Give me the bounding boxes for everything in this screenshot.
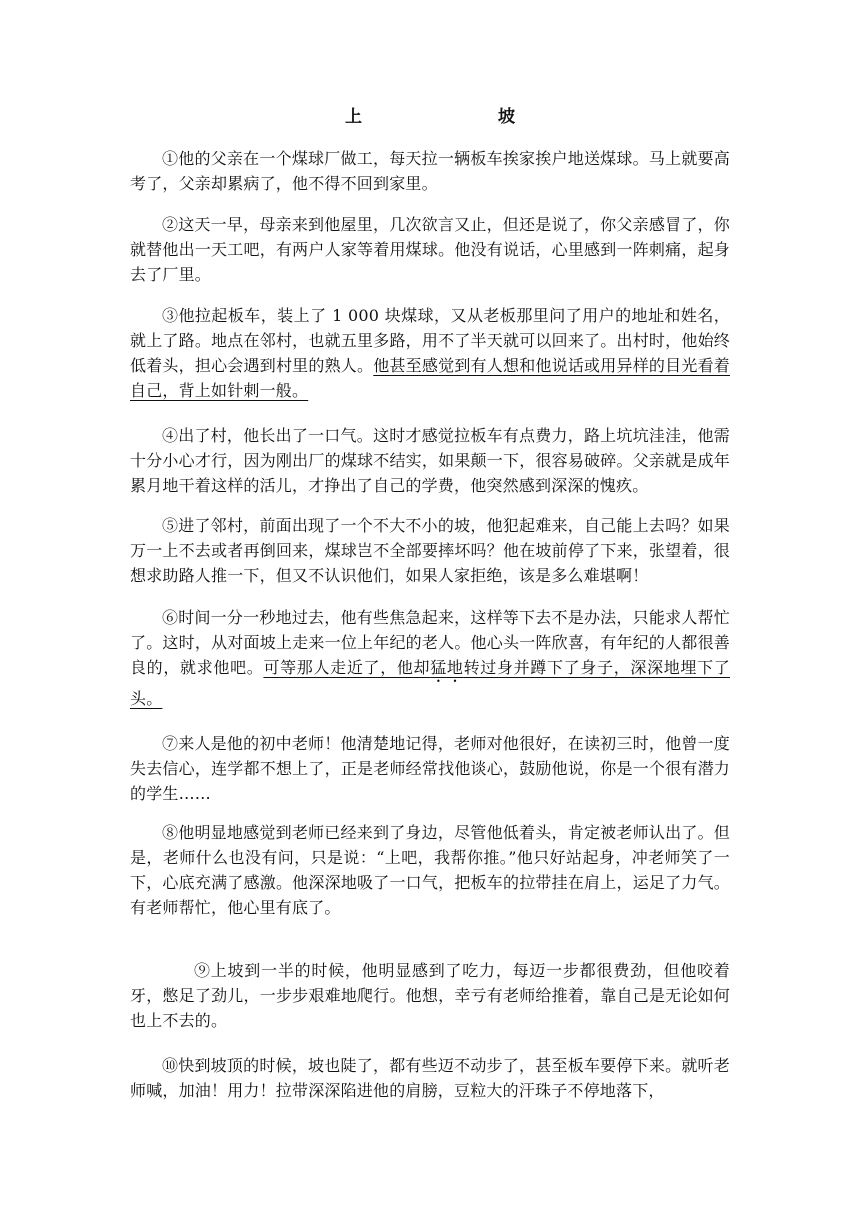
paragraph-10 — [130, 1053, 730, 1103]
emphasized-word: 猛地 — [430, 658, 464, 677]
paragraph-2 — [130, 212, 730, 287]
paragraph-text: ⑦来人是他的初中老师！他清楚地记得，老师对他很好，在读初三时，他曾一度失去信心，连学都不想上了，正是老师经常找他谈心，鼓励他说，你是一个很有潜力的学生…… — [130, 734, 730, 803]
underlined-sentence-start: 可等那人走近了，他却 — [263, 658, 431, 677]
paragraph-6 — [130, 605, 730, 711]
paragraph-text: ①他的父亲在一个煤球厂做工，每天拉一辆板车挨家挨户地送煤球。马上就要高考了，父亲却累病了，他不得不回到家里。 — [130, 149, 730, 193]
paragraph-5 — [130, 513, 730, 588]
paragraph-1 — [130, 146, 730, 196]
underlined-sentence-end: 转过身并蹲下了身子，深深地埋下了头。 — [130, 658, 730, 708]
paragraph-text: ④出了村，他长出了一口气。这时才感觉拉板车有点费力，路上坑坑洼洼，他需十分小心才行，因为刚出厂的煤球不结实，如果颠一下，很容易破碎。父亲就是成年累月地干着这样的活儿，才挣出了自己的学费，他突然感到深深的愧疚。 — [130, 426, 730, 495]
paragraph-9 — [130, 958, 730, 1033]
paragraph-4 — [130, 423, 730, 498]
paragraph-text: ⑤进了邻村，前面出现了一个不大不小的坡，他犯起难来，自己能上去吗？如果万一上不去或者再倒回来，煤球岂不全部要摔坏吗？他在坡前停了下来，张望着，很想求助路人推一下，但又不认识他们，如果人家拒绝，该是多么难堪啊！ — [130, 516, 730, 585]
paragraph-7 — [130, 731, 730, 806]
paragraph-text: ⑨上坡到一半的时候，他明显感到了吃力，每迈一步都很费劲，但他咬着牙，憋足了劲儿，一步步艰难地爬行。他想，幸亏有老师给推着，靠自己是无论如何也上不去的。 — [130, 961, 730, 1030]
paragraph-8 — [130, 820, 730, 920]
underlined-sentence: 他甚至感觉到有人想和他说话或用异样的目光看着自己，背上如针刺一般。 — [130, 356, 730, 400]
paragraph-3 — [130, 303, 730, 403]
paragraph-text: ⑧他明显地感觉到老师已经来到了身边，尽管他低着头，肯定被老师认出了。但是，老师什么也没有问，只是说：“上吧，我帮你推。”他只好站起身，冲老师笑了一下，心底充满了感激。他深深地吸了一口气，把板车的拉带挂在肩上，运足了力气。有老师帮忙，他心里有底了。 — [130, 823, 730, 917]
page-title: 上 坡 — [345, 107, 549, 127]
paragraph-text: ⑩快到坡顶的时候，坡也陡了，都有些迈不动步了，甚至板车要停下来。就听老师喊，加油！用力！拉带深深陷进他的肩膀，豆粒大的汗珠子不停地落下， — [130, 1056, 730, 1100]
paragraph-text: ⑥时间一分一秒地过去，他有些焦急起来，这样等下去不是办法，只能求人帮忙了。这时，从对面坡上走来一位上年纪的老人。他心头一阵欣喜，有年纪的人都很善良的，就求他吧。 — [130, 608, 730, 677]
paragraph-text: ③他拉起板车，装上了 1 000 块煤球，又从老板那里问了用户的地址和姓名，就上了路。地点在邻村，也就五里多路，用不了半天就可以回来了。出村时，他始终低着头，担心会遇到村里的熟人。 — [130, 306, 730, 375]
paragraph-text: ②这天一早，母亲来到他屋里，几次欲言又止，但还是说了，你父亲感冒了，你就替他出一天工吧，有两户人家等着用煤球。他没有说话，心里感到一阵刺痛，起身去了厂里。 — [130, 215, 730, 284]
